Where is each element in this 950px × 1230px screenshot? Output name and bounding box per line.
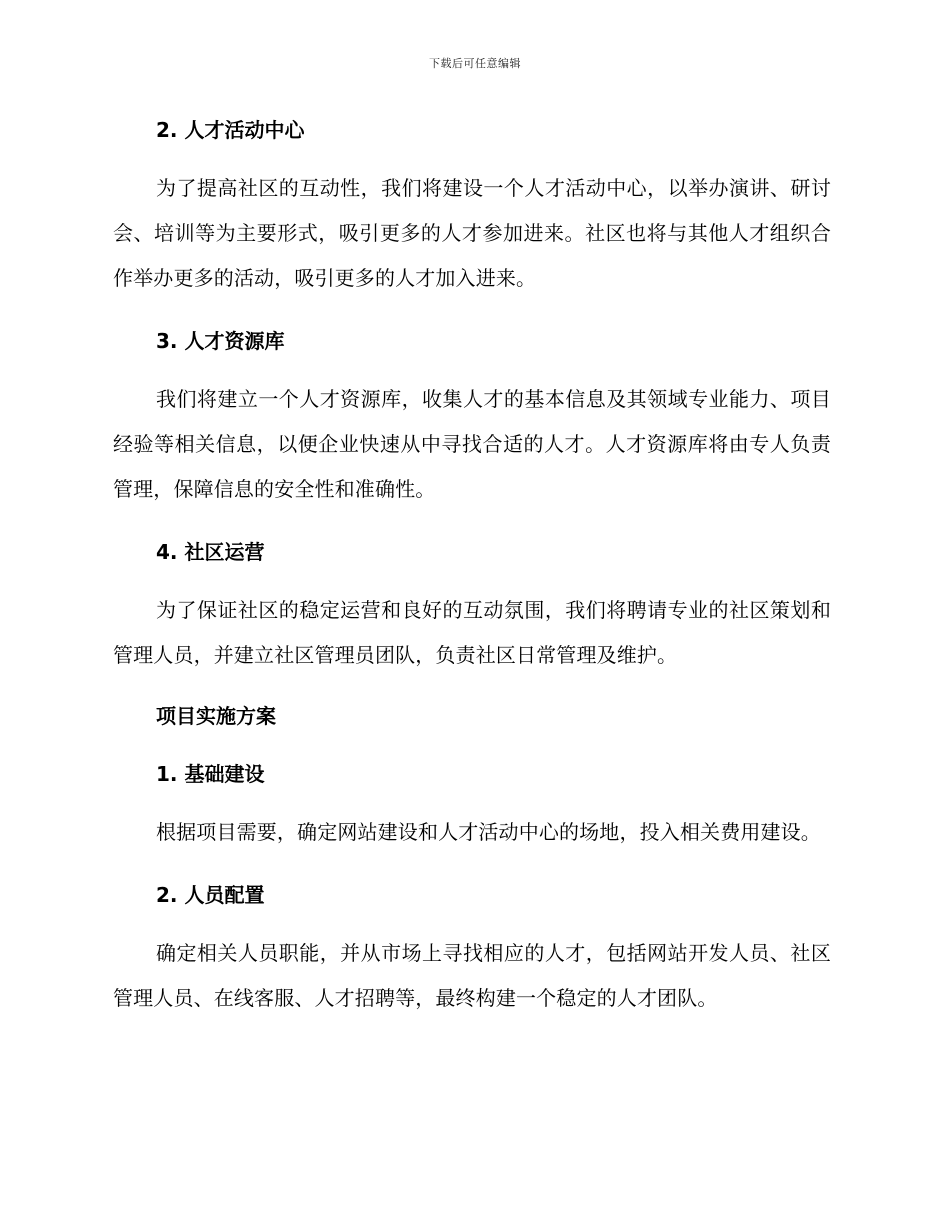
section-paragraph-talent-resource-pool: 我们将建立一个人才资源库，收集人才的基本信息及其领域专业能力、项目经验等相关信息，以便企业快速从中寻找合适的人才。人才资源库将由专人负责管理，保障信息的安全性和准确性。 — [113, 387, 831, 501]
section-heading-talent-activity-center: 2. 人才活动中心 — [156, 118, 305, 142]
section-paragraph-staffing: 确定相关人员职能，并从市场上寻找相应的人才，包括网站开发人员、社区管理人员、在线客服、人才招聘等，最终构建一个稳定的人才团队。 — [113, 941, 831, 1010]
section-paragraph-community-operation: 为了保证社区的稳定运营和良好的互动氛围，我们将聘请专业的社区策划和管理人员，并建立社区管理员团队，负责社区日常管理及维护。 — [113, 598, 831, 667]
section-paragraph-talent-activity-center: 为了提高社区的互动性，我们将建设一个人才活动中心，以举办演讲、研讨会、培训等为主要形式，吸引更多的人才参加进来。社区也将与其他人才组织合作举办更多的活动，吸引更多的人才加入进来。 — [113, 176, 831, 290]
document-body — [113, 110, 831, 1021]
section-heading-staffing: 2. 人员配置 — [156, 883, 265, 907]
section-paragraph-infrastructure: 根据项目需要，确定网站建设和人才活动中心的场地，投入相关费用建设。 — [156, 820, 821, 844]
section-heading-infrastructure: 1. 基础建设 — [156, 762, 265, 786]
section-heading-community-operation: 4. 社区运营 — [156, 540, 265, 564]
section-heading-implementation-plan: 项目实施方案 — [156, 704, 276, 728]
section-heading-talent-resource-pool: 3. 人才资源库 — [156, 329, 285, 353]
page-header-note: 下载后可任意编辑 — [429, 57, 521, 70]
